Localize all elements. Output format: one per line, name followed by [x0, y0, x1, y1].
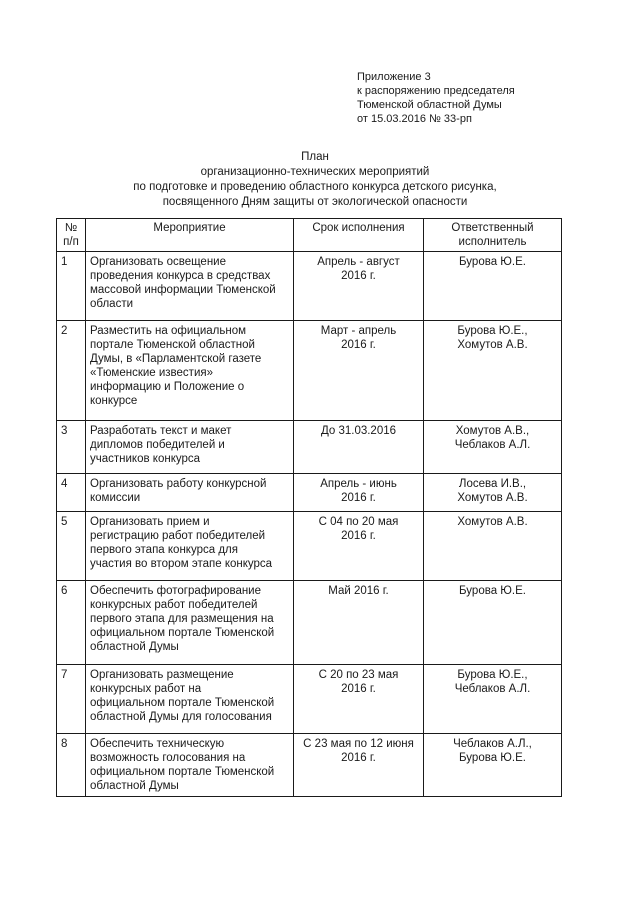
row-event-line: проведения конкурса в средствах	[90, 270, 271, 282]
row-event-line: Организовать прием и	[90, 516, 210, 528]
row-event-line: областной Думы для голосования	[90, 711, 272, 723]
row-deadline-cell	[294, 421, 424, 474]
header-event-line: Мероприятие	[153, 222, 226, 234]
row-event-line: Разработать текст и макет	[90, 425, 232, 437]
row-num-cell: 6	[57, 581, 86, 665]
row-event-line: Организовать размещение	[90, 669, 234, 681]
row-responsible-cell	[424, 581, 562, 665]
plan-title-line: План	[301, 151, 329, 163]
row-deadline-line: 2016 г.	[341, 752, 376, 764]
row-responsible-cell	[424, 665, 562, 734]
row-event-line: портале Тюменской областной	[90, 339, 255, 351]
appendix-line: Тюменской областной Думы	[357, 99, 502, 111]
row-num-cell: 5	[57, 512, 86, 581]
row-event-line: Обеспечить техническую	[90, 738, 225, 750]
row-responsible-line: Хомутов А.В.	[457, 492, 528, 504]
appendix-line: от 15.03.2016 № 33-рп	[357, 113, 472, 125]
row-event-cell	[86, 665, 294, 734]
row-responsible-line: Хомутов А.В.,	[455, 425, 530, 437]
row-event-line: Разместить на официальном	[90, 325, 247, 337]
header-responsible	[424, 219, 562, 252]
row-event-line: официальном портале Тюменской	[90, 766, 275, 778]
table-row	[57, 734, 562, 797]
row-deadline-cell	[294, 474, 424, 512]
table-row	[57, 252, 562, 321]
row-event-line: конкурсных работ на	[90, 683, 202, 695]
row-responsible-line: Бурова Ю.Е.	[459, 585, 526, 597]
header-event	[86, 219, 294, 252]
row-deadline-line: Апрель - июнь	[320, 478, 397, 490]
plan-title-line: по подготовке и проведению областного конкурса детского рисунка,	[133, 181, 497, 193]
row-event-line: участия во втором этапе конкурса	[90, 558, 273, 570]
row-responsible-line: Чеблаков А.Л.	[454, 683, 531, 695]
row-deadline-line: Май 2016 г.	[328, 585, 389, 597]
table-row	[57, 421, 562, 474]
row-event-line: регистрацию работ победителей	[90, 530, 266, 542]
table-row	[57, 321, 562, 421]
row-event-line: первого этапа конкурса для	[90, 544, 238, 556]
table-header-row	[57, 219, 562, 252]
row-deadline-line: 2016 г.	[341, 530, 376, 542]
row-event-line: конкурсе	[90, 395, 138, 407]
row-responsible-line: Лосева И.В.,	[458, 478, 527, 490]
row-responsible-cell	[424, 734, 562, 797]
table-row	[57, 512, 562, 581]
appendix-line: Приложение 3	[357, 71, 431, 83]
row-deadline-line: 2016 г.	[341, 683, 376, 695]
plan-table	[56, 218, 562, 797]
header-deadline-line: Срок исполнения	[312, 222, 405, 234]
row-deadline-line: До 31.03.2016	[320, 425, 397, 437]
row-responsible-line: Хомутов А.В.	[457, 516, 528, 528]
row-event-line: Обеспечить фотографирование	[90, 585, 262, 597]
row-num-cell: 2	[57, 321, 86, 421]
row-deadline-cell	[294, 581, 424, 665]
row-responsible-line: Хомутов А.В.	[457, 339, 528, 351]
row-event-line: области	[90, 298, 134, 310]
row-deadline-line: С 20 по 23 мая	[318, 669, 399, 681]
row-event-line: массовой информации Тюменской	[90, 284, 276, 296]
row-event-line: первого этапа для размещения на	[90, 613, 274, 625]
plan-title-line: организационно-технических мероприятий	[200, 166, 430, 178]
row-deadline-cell	[294, 512, 424, 581]
row-responsible-line: Чеблаков А.Л.,	[453, 738, 532, 750]
row-event-line: Организовать освещение	[90, 256, 226, 268]
row-deadline-line: С 04 по 20 мая	[318, 516, 399, 528]
row-responsible-line: Бурова Ю.Е.,	[457, 669, 528, 681]
row-event-line: «Тюменские известия»	[90, 367, 213, 379]
appendix-header	[357, 70, 515, 126]
row-event-cell	[86, 321, 294, 421]
row-event-cell	[86, 734, 294, 797]
row-event-cell	[86, 512, 294, 581]
header-num-line: №	[64, 222, 78, 234]
row-responsible-cell	[424, 421, 562, 474]
table-row	[57, 474, 562, 512]
row-responsible-line: Бурова Ю.Е.	[459, 752, 526, 764]
row-responsible-cell	[424, 321, 562, 421]
row-event-line: Организовать работу конкурсной	[90, 478, 267, 490]
row-responsible-line: Бурова Ю.Е.,	[457, 325, 528, 337]
header-num-line: п/п	[63, 236, 79, 248]
header-responsible-line: исполнитель	[458, 236, 527, 248]
row-deadline-cell	[294, 665, 424, 734]
appendix-line: к распоряжению председателя	[357, 85, 515, 97]
row-event-line: комиссии	[90, 492, 141, 504]
row-event-cell	[86, 252, 294, 321]
row-deadline-cell	[294, 321, 424, 421]
row-event-line: возможность голосования на	[90, 752, 246, 764]
row-num-cell: 3	[57, 421, 86, 474]
row-event-line: Думы, в «Парламентской газете	[90, 353, 262, 365]
row-responsible-cell	[424, 512, 562, 581]
row-event-line: участников конкурса	[90, 453, 201, 465]
table-row	[57, 581, 562, 665]
header-responsible-line: Ответственный	[451, 222, 534, 234]
row-deadline-cell	[294, 252, 424, 321]
row-responsible-cell	[424, 252, 562, 321]
row-deadline-line: 2016 г.	[341, 270, 376, 282]
plan-title	[60, 150, 570, 210]
row-event-cell	[86, 581, 294, 665]
row-event-line: официальном портале Тюменской	[90, 697, 275, 709]
header-deadline	[294, 219, 424, 252]
row-deadline-line: С 23 мая по 12 июня	[303, 738, 414, 750]
row-responsible-cell	[424, 474, 562, 512]
row-deadline-cell	[294, 734, 424, 797]
header-num	[57, 219, 86, 252]
row-deadline-line: 2016 г.	[341, 339, 376, 351]
row-event-line: дипломов победителей и	[90, 439, 225, 451]
row-responsible-line: Бурова Ю.Е.	[459, 256, 526, 268]
row-num-cell: 8	[57, 734, 86, 797]
row-num-cell: 7	[57, 665, 86, 734]
table-body	[57, 252, 562, 797]
row-num-cell: 4	[57, 474, 86, 512]
row-deadline-line: 2016 г.	[341, 492, 376, 504]
row-event-line: конкурсных работ победителей	[90, 599, 258, 611]
row-event-line: официальном портале Тюменской	[90, 627, 275, 639]
row-deadline-line: Апрель - август	[317, 256, 400, 268]
plan-title-line: посвященного Дням защиты от экологической опасности	[162, 196, 468, 208]
row-num-cell: 1	[57, 252, 86, 321]
row-deadline-line: Март - апрель	[320, 325, 397, 337]
table-row	[57, 665, 562, 734]
row-event-cell	[86, 421, 294, 474]
row-event-line: областной Думы	[90, 780, 179, 792]
row-responsible-line: Чеблаков А.Л.	[454, 439, 531, 451]
row-event-cell	[86, 474, 294, 512]
row-event-line: информацию и Положение о	[90, 381, 245, 393]
row-event-line: областной Думы	[90, 641, 179, 653]
